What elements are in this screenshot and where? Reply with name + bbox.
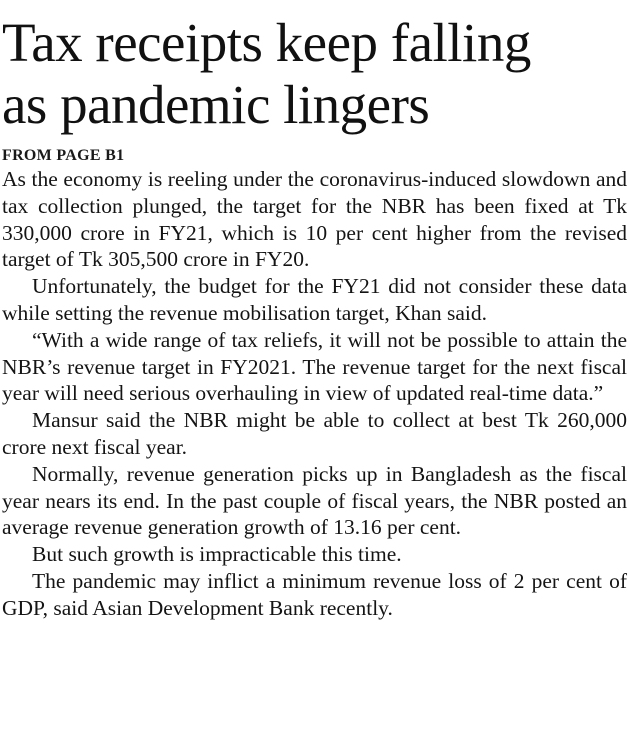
paragraph: As the economy is reeling under the coronavirus-induced slowdown and tax collection plunged, the target for the NBR has been fixed at Tk 330,000 crore in FY21, which is 10 per cent higher from the revised target of Tk 305,500 crore in FY20. (2, 167, 627, 272)
headline-line-1: Tax receipts keep falling (2, 12, 531, 73)
paragraph: “With a wide range of tax reliefs, it will not be possible to attain the NBR’s revenue target in FY2021. The revenue target for the next fiscal year will need serious overhauling in view of updated real-time data.” (2, 327, 627, 406)
article-headline (0, 0, 629, 136)
jump-line: FROM PAGE B1 (2, 147, 125, 164)
article-body (0, 166, 629, 622)
paragraph: Mansur said the NBR might be able to collect at best Tk 260,000 crore next fiscal year. (2, 408, 627, 459)
paragraph: Unfortunately, the budget for the FY21 did not consider these data while setting the revenue mobilisation target, Khan said. (2, 274, 627, 325)
paragraph: The pandemic may inflict a minimum revenue loss of 2 per cent of GDP, said Asian Development Bank recently. (2, 568, 627, 620)
paragraph: Normally, revenue generation picks up in Bangladesh as the fiscal year nears its end. In the past couple of fiscal years, the NBR posted an average revenue generation growth of 13.16 per cent. (2, 461, 627, 540)
paragraph: But such growth is impracticable this time. (32, 542, 402, 567)
headline-line-2: as pandemic lingers (2, 74, 430, 135)
